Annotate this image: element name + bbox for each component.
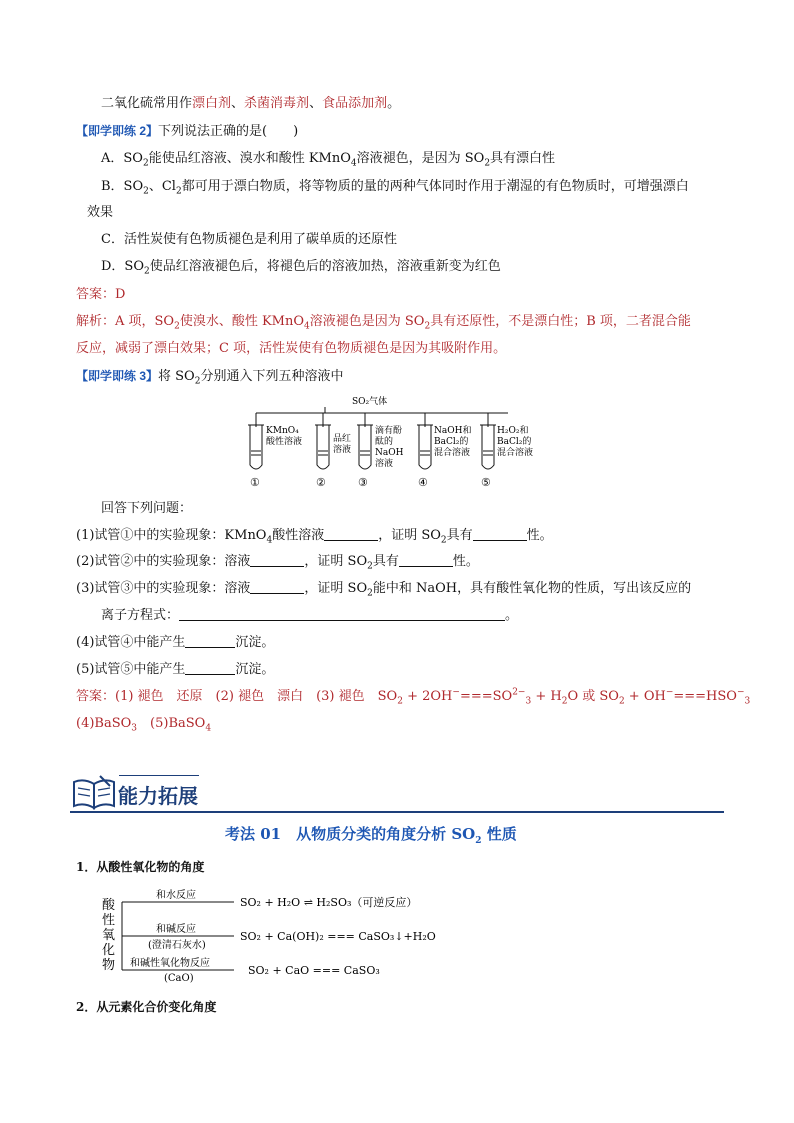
exp-text: 具有还原性，不是漂白性；B 项，二者混合能 [430, 314, 691, 329]
section-topline [119, 775, 199, 776]
subscript: 2 [142, 158, 149, 169]
subscript: 4 [266, 535, 273, 546]
side-label: 物 [102, 958, 116, 973]
subscript: 2 [440, 535, 447, 546]
q2-answer [76, 286, 125, 304]
intro-sep: 、 [231, 96, 245, 111]
subscript: 2 [618, 696, 625, 707]
tube-label: H₂O₂和 [497, 426, 529, 436]
answer-text: + OH [624, 689, 666, 704]
q3-sub2 [76, 553, 479, 571]
opt-text: 使品红溶液褪色后，将褪色后的溶液加热，溶液重新变为红色 [149, 259, 501, 274]
sub-text: 离子方程式： [101, 608, 180, 623]
q2-stem-text: 下列说法正确的是( ) [158, 124, 299, 139]
answer-text: ===HSO [673, 689, 737, 704]
reaction-sublabel: (CaO) [164, 973, 194, 984]
part2-title-text: 2．从元素化合价变化角度 [76, 1000, 217, 1014]
subscript: 2 [424, 321, 431, 332]
tube-label: 品红 [333, 434, 352, 444]
reaction-equation: SO₂ + Ca(OH)₂ === CaSO₃↓+H₂O [240, 930, 436, 943]
q3-sub4 [76, 634, 274, 652]
test-tube-figure [240, 393, 560, 493]
sub-text: 具有 [446, 528, 473, 543]
answer-blank[interactable] [399, 553, 453, 567]
subscript: 2 [475, 836, 482, 846]
q3-stem-text: 将 SO [158, 369, 195, 384]
method-heading [225, 824, 517, 844]
superscript: − [452, 687, 460, 698]
exp-text: 溶液褪色是因为 SO [309, 314, 425, 329]
side-label: 化 [102, 943, 116, 958]
heading-text: 性质 [481, 825, 517, 843]
reaction-equation: SO₂ + CaO === CaSO₃ [248, 964, 380, 977]
opt-text: 、Cl [148, 179, 176, 194]
gas-label: SO₂气体 [352, 397, 388, 407]
answer-text: (4)BaSO [76, 716, 132, 731]
subscript: 2 [143, 186, 149, 197]
tube-label: NaOH和 [434, 426, 472, 436]
q3-answer [76, 688, 750, 706]
intro-end: 。 [387, 96, 401, 111]
answer-blank[interactable] [250, 580, 304, 594]
q3-stem [76, 367, 343, 386]
heading-text: 考法 01 从物质分类的角度分析 SO [225, 825, 476, 843]
reaction-label: 和碱性氧化物反应 [130, 958, 210, 969]
q2-option-c [101, 231, 397, 249]
intro-item-bleach: 漂白剂 [192, 96, 232, 111]
q3-tag: 【即学即练 3】 [76, 369, 159, 383]
opt-text: 都可用于漂白物质，将等物质的量的两种气体同时作用于潮湿的有色物质时，可增强漂白 [181, 179, 689, 194]
q3-answer-cont [76, 715, 211, 733]
q2-option-b [101, 178, 689, 196]
intro-line [101, 95, 400, 113]
sub-text: ，证明 SO [304, 554, 368, 569]
exp-text: 反应，减弱了漂白效果；C 项，活性炭使有色物质褪色是因为其吸附作用。 [76, 341, 507, 356]
sub-text: 沉淀。 [235, 635, 275, 650]
q3-sub3-cont [101, 607, 518, 625]
sub-text: (1)试管①中的实验现象：KMnO [76, 528, 267, 543]
q2-explanation-cont [76, 340, 506, 358]
tube-label: 溶液 [333, 445, 352, 455]
q2-stem [76, 122, 298, 141]
reaction-label: 和碱反应 [156, 924, 196, 935]
answer-blank[interactable] [473, 527, 527, 541]
test-tube-1 [248, 425, 302, 489]
opt-text: D．SO [101, 259, 144, 274]
tube-number: ① [250, 476, 260, 489]
answer-blank[interactable] [185, 661, 235, 675]
answer-text: + H [531, 689, 562, 704]
opt-text: B．SO [101, 179, 144, 194]
subscript: 3 [744, 696, 751, 707]
tube-number: ④ [418, 476, 428, 489]
tube-number: ⑤ [481, 476, 491, 489]
sub-text: 酸性溶液 [272, 528, 325, 543]
opt-text: A．SO [101, 151, 143, 166]
tube-label: 混合溶液 [497, 448, 534, 458]
opt-text: 能使品红溶液、溴水和酸性 KMnO [148, 151, 351, 166]
side-label: 性 [102, 913, 116, 928]
q3-sub1 [76, 527, 553, 545]
intro-item-disinfect: 杀菌消毒剂 [244, 96, 310, 111]
subscript: 2 [367, 588, 373, 599]
test-tube-4 [417, 425, 471, 489]
section-title [118, 785, 198, 809]
reaction-sublabel: (澄清石灰水) [148, 940, 206, 951]
intro-text: 二氧化硫常用作 [101, 96, 193, 111]
q2-option-b-cont [87, 204, 113, 222]
part1-title [76, 858, 204, 876]
section-rule [70, 811, 724, 813]
answer-blank[interactable] [250, 553, 304, 567]
subscript: 2 [367, 561, 373, 572]
subscript: 2 [397, 696, 403, 707]
superscript: − [736, 687, 745, 698]
subscript: 3 [131, 723, 138, 734]
intro-item-additive: 食品添加剂 [322, 96, 388, 111]
book-icon [70, 772, 118, 812]
tube-label: NaOH [375, 448, 404, 458]
opt-text: 具有漂白性 [490, 151, 556, 166]
tube-label: KMnO₄ [266, 426, 299, 436]
q3-sub5 [76, 661, 274, 679]
sub-text: 沉淀。 [235, 662, 275, 677]
opt-text: 溶液褪色，是因为 SO [356, 151, 485, 166]
sub-text: (3)试管③中的实验现象：溶液 [76, 581, 251, 596]
subscript: 2 [484, 158, 491, 169]
side-label: 酸 [102, 898, 116, 913]
subscript: 4 [205, 723, 212, 734]
answer-text: 答案：(1) 褪色 还原 (2) 褪色 漂白 (3) 褪色 SO [76, 689, 398, 704]
q3-prompt [101, 500, 192, 518]
side-label: 氧 [102, 928, 116, 943]
sub-text: (4)试管④中能产生 [76, 635, 186, 650]
subscript: 2 [175, 186, 182, 197]
test-tube-2 [315, 425, 351, 489]
q2-explanation [76, 313, 691, 331]
q2-tag: 【即学即练 2】 [76, 124, 159, 138]
tube-number: ② [316, 476, 326, 489]
tube-label: 溶液 [375, 459, 394, 469]
subscript: 3 [525, 696, 532, 707]
exp-text: 解析：A 项，SO [76, 314, 175, 329]
superscript: − [665, 687, 674, 698]
sub-text: ，证明 SO [304, 581, 368, 596]
answer-text: O 或 SO [567, 689, 619, 704]
answer-text: (5)BaSO [137, 716, 206, 731]
sub-text: 性。 [526, 528, 553, 543]
subscript: 2 [144, 266, 150, 277]
tube-label: BaCl₂的 [497, 437, 532, 447]
answer-text: + 2OH [402, 689, 453, 704]
part1-title-text: 1．从酸性氧化物的角度 [76, 860, 205, 874]
test-tube-3 [357, 424, 404, 489]
q3-stem-text: 分别通入下列五种溶液中 [200, 369, 344, 384]
tube-label: 酞的 [375, 437, 394, 447]
tube-number: ③ [358, 476, 368, 489]
q2-option-d [101, 258, 501, 276]
section-title-text: 能力拓展 [118, 786, 198, 808]
exp-text: 使溴水、酸性 KMnO [179, 314, 305, 329]
sub-text: ，证明 SO [378, 528, 441, 543]
tube-label: BaCl₂的 [434, 437, 469, 447]
tube-label: 滴有酚 [375, 426, 403, 436]
sub-text: 。 [505, 608, 519, 623]
q3-sub3 [76, 580, 691, 598]
opt-text: 效果 [87, 205, 114, 220]
answer-blank[interactable] [324, 527, 378, 541]
opt-text: C．活性炭使有色物质褪色是利用了碳单质的还原性 [101, 232, 397, 247]
tube-label: 酸性溶液 [266, 437, 303, 447]
answer-blank[interactable] [185, 634, 235, 648]
subscript: 2 [194, 376, 201, 387]
subscript: 2 [174, 321, 180, 332]
part2-title [76, 998, 216, 1016]
reaction-label: 和水反应 [156, 890, 196, 901]
answer-blank-long[interactable] [179, 607, 505, 621]
intro-sep: 、 [309, 96, 323, 111]
acid-oxide-diagram [100, 885, 460, 985]
tube-label: 混合溶液 [434, 448, 471, 458]
subscript: 4 [350, 158, 357, 169]
q2-option-a [101, 150, 555, 168]
answer-text: 答案：D [76, 287, 126, 302]
sub-text: 能中和 NaOH，具有酸性氧化物的性质，写出该反应的 [372, 581, 692, 596]
sub-text: (2)试管②中的实验现象：溶液 [76, 554, 251, 569]
reaction-equation: SO₂ + H₂O ⇌ H₂SO₃（可逆反应） [240, 896, 418, 909]
superscript: 2− [512, 687, 526, 698]
q3-prompt-text: 回答下列问题： [101, 501, 193, 516]
subscript: 2 [561, 696, 568, 707]
sub-text: 性。 [452, 554, 479, 569]
subscript: 4 [304, 321, 310, 332]
test-tube-5 [480, 425, 533, 489]
sub-text: 具有 [372, 554, 399, 569]
answer-text: ===SO [459, 689, 513, 704]
sub-text: (5)试管⑤中能产生 [76, 662, 186, 677]
